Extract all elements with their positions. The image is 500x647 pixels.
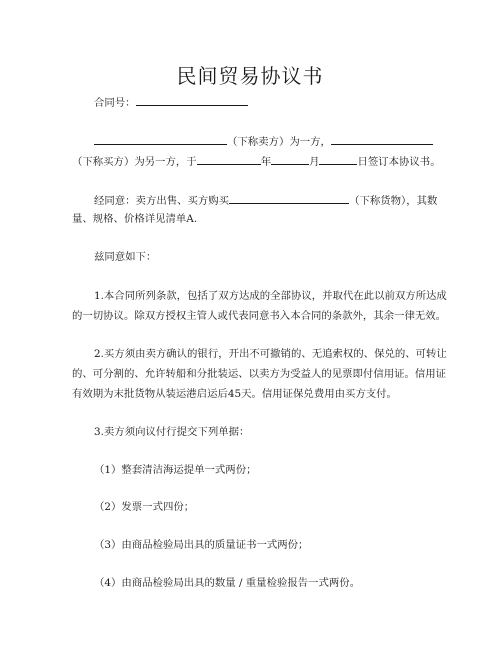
clause-1-line-2: 的一切协议。除双方授权主管人或代表同意书入本合同的条款外，其余一律无效。	[72, 310, 447, 322]
hereby-agreed: 兹同意如下：	[94, 251, 157, 263]
agreement-prefix: 经同意：卖方出售、买方购买	[94, 195, 230, 207]
clause-3: 3.卖方须向议付行提交下列单据：	[94, 426, 250, 438]
document-item-2: （2）发票一式四份；	[94, 501, 195, 513]
contract-number-blank	[136, 94, 248, 106]
clause-1-line-1: 1.本合同所列条款，包括了双方达成的全部协议，并取代在此以前双方所达成	[94, 290, 447, 302]
document-item-1: （1）整套清洁海运提单一式两份；	[94, 464, 257, 476]
buyer-prefix: （下称买方）为另一方，于	[72, 156, 197, 168]
seller-suffix: （下称卖方）为一方，	[227, 136, 331, 148]
seller-name-blank	[94, 133, 227, 145]
day-blank	[319, 153, 357, 165]
month-label: 月	[309, 156, 320, 168]
document-item-4: （4）由商品检验局出具的数量 / 重量检验报告一式两份。	[94, 577, 361, 589]
seller-line	[94, 133, 433, 149]
buyer-name-blank	[331, 133, 433, 145]
document-title: 民间贸易协议书	[176, 64, 324, 88]
clause-2-line-1: 2.买方须由卖方确认的银行，开出不可撤销的、无追索权的、保兑的、可转让	[94, 348, 447, 360]
year-blank	[197, 153, 261, 165]
clause-2-line-2: 的、可分割的、允许转船和分批装运、以卖方为受益人的见票即付信用证。信用证	[72, 368, 447, 380]
agreement-line-1	[94, 192, 437, 208]
contract-number-label: 合同号：	[94, 97, 136, 109]
document-item-3: （3）由商品检验局出具的质量证书一式两份；	[94, 539, 309, 551]
buyer-date-line	[72, 153, 441, 169]
year-label: 年	[260, 156, 272, 168]
day-sign-label: 日签订本协议书。	[357, 156, 441, 168]
goods-blank	[229, 192, 349, 204]
agreement-line-2: 量、规格、价格详见清单A.	[72, 213, 198, 225]
agreement-suffix: （下称货物），其数	[349, 195, 438, 207]
clause-2-line-3: 有效期为末批货物从装运港启运后45天。信用证保兑费用由买方支付。	[72, 388, 397, 400]
contract-number-line	[94, 94, 248, 110]
month-blank	[271, 153, 309, 165]
